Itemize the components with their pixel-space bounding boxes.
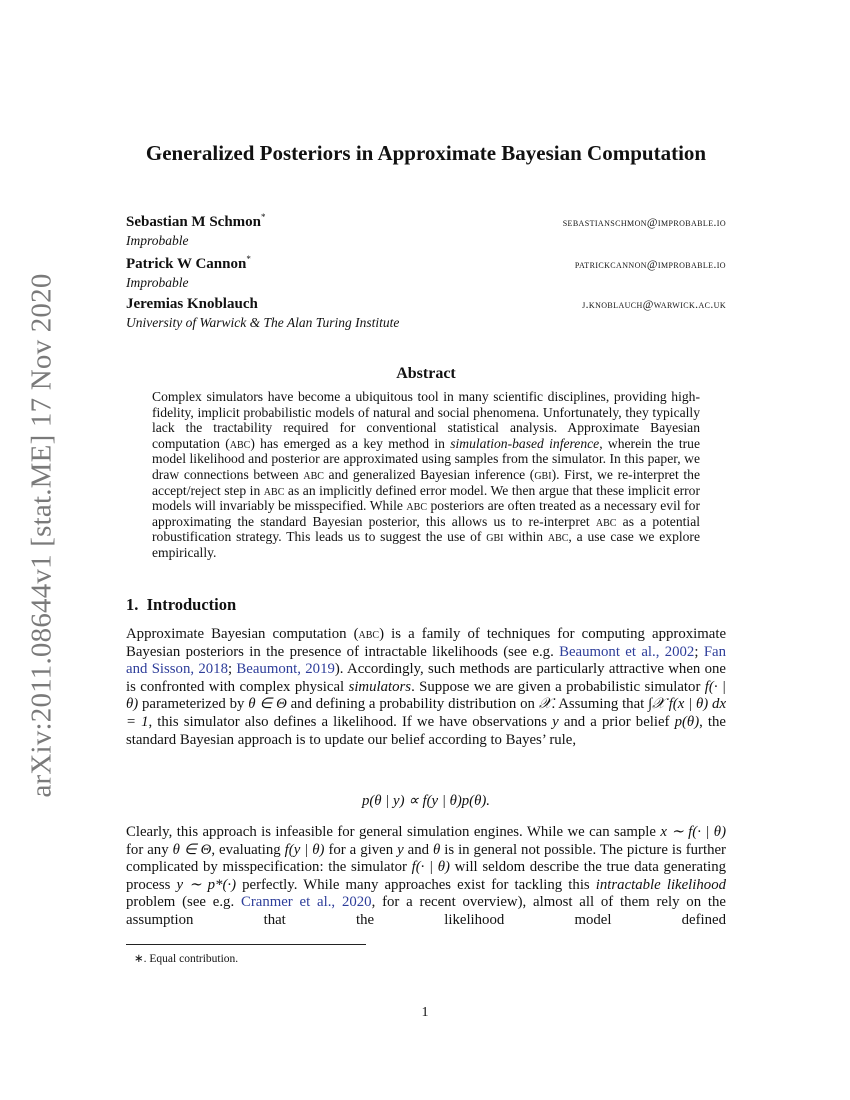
citation-link[interactable]: Cranmer et al., 2020 — [240, 894, 372, 911]
citation-link[interactable]: Fan and Sisson, 2018 — [126, 643, 727, 678]
citation-link[interactable]: Beaumont et al., 2002 — [559, 643, 695, 660]
author-email[interactable]: j.knoblauch@warwick.ac.uk — [582, 299, 726, 311]
abstract-text: Complex simulators have become a ubiquitous tool in many scientific disciplines, providing high-fidelity, implicit probabilistic models of natural and social phenomena. Unfortunately, they typically lack the tractability required for conventional statistical analysis. Approximate Bayesian computation (abc) has emerged as a key method in simulation-based inference, wherein the true model likelihood and posterior are approximated using samples from the simulator. In this paper, we draw connections between abc and generalized Bayesian inference (gbi). First, we re-interpret the accept/reject step in abc as an implicitly defined error model. We then argue that these implicit error models will invariably be misspecified. While abc posteriors are often treated as a necessary evil for approximating the standard Bayesian posterior, this allows us to re-interpret abc as a potential robustification strategy. This leads us to suggest the use of gbi within abc, a use case we explore empirically. — [152, 389, 701, 560]
intro-paragraph-2: Clearly, this approach is infeasible for general simulation engines. While we can sample x ∼ f(· | θ) for any θ ∈ Θ, evaluating f(y | θ) for a given y and θ is in general not possible. The picture is further complicated by misspecification: the simulator f(· | θ) will seldom describe the true data generating process y ∼ p*(·) perfectly. While many approaches exist for tackling this intractable likelihood problem (see e.g. Cranmer et al., 2020, for a recent overview), almost all of them rely on the assumption that the likelihood model defined — [126, 824, 727, 928]
author-affiliation: Improbable — [126, 233, 189, 248]
author-name: Patrick W Cannon* — [126, 254, 251, 272]
section-heading-introduction: 1. Introduction — [126, 595, 237, 614]
author-affiliation: University of Warwick & The Alan Turing Institute — [126, 315, 400, 330]
author-affiliation: Improbable — [126, 275, 189, 290]
intro-paragraph-1: Approximate Bayesian computation (abc) is a family of techniques for computing approximate Bayesian posteriors in the presence of intractable likelihoods (see e.g. Beaumont et al., 2002; Fan and Sisson, 2018; Beaumont, 2019). Accordingly, such methods are particularly attractive when one is confronted with complex physical simulators. Suppose we are given a probabilistic simulator f(· | θ) parameterized by θ ∈ Θ and defining a probability distribution on 𝒳. Assuming that ∫𝒳 f(x | θ) dx = 1, this simulator also defines a likelihood. If we have observations y and a prior belief p(θ), the standard Bayesian approach is to update our belief according to Bayes’ rule, — [126, 626, 727, 748]
author-name: Sebastian M Schmon* — [126, 212, 266, 230]
citation-link[interactable]: Beaumont, 2019 — [236, 661, 335, 678]
bayes-rule-equation: p(θ | y) ∝ f(y | θ)p(θ). — [361, 793, 490, 809]
footnote-rule — [126, 944, 366, 945]
author-email[interactable]: patrickcannon@improbable.io — [574, 259, 726, 271]
abstract-heading: Abstract — [396, 365, 456, 382]
arxiv-identifier-stamp — [20, 272, 64, 798]
arxiv-id-text: arXiv:2011.08644v1 [stat.ME] 17 Nov 2020 — [25, 272, 58, 798]
author-name: Jeremias Knoblauch — [126, 296, 258, 312]
paper-title: Generalized Posteriors in Approximate Bayesian Computation — [145, 141, 707, 165]
footnote: ∗. Equal contribution. — [134, 953, 239, 965]
page-number: 1 — [421, 1005, 429, 1020]
author-block-2 — [126, 254, 726, 291]
author-block-1 — [126, 212, 726, 249]
author-block-3 — [126, 296, 726, 331]
author-email[interactable]: sebastianschmon@improbable.io — [562, 217, 726, 229]
